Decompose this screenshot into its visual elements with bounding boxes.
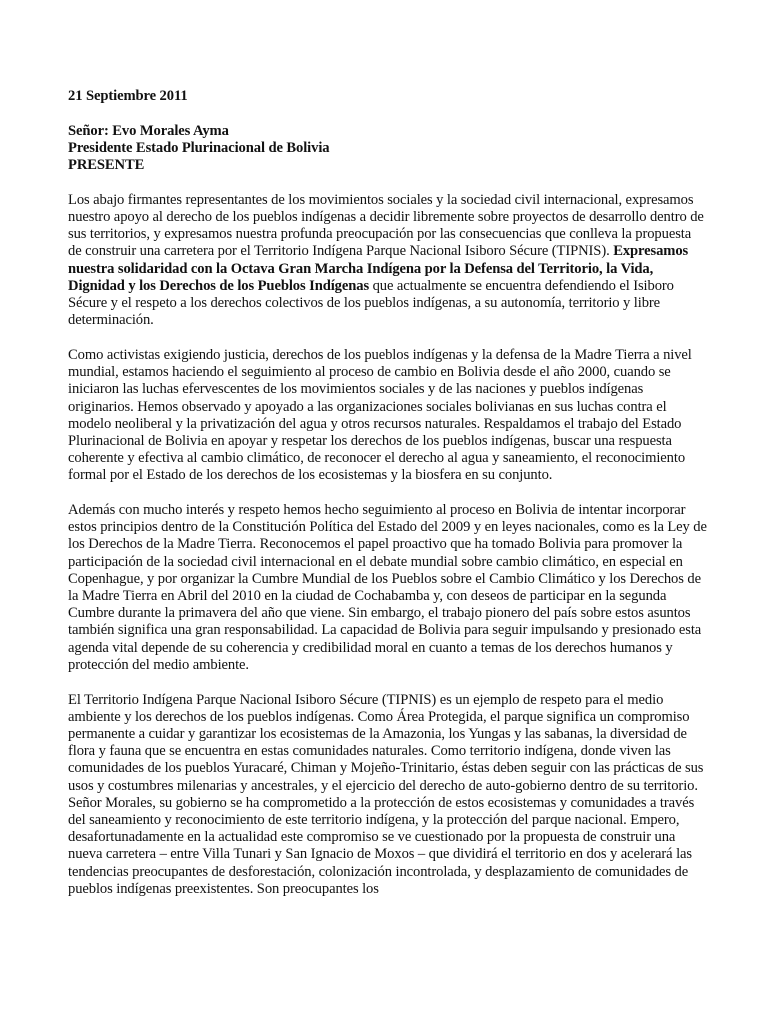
paragraph-1 [68, 192, 708, 330]
paragraph-1-bold: Expresamos nuestra solidaridad con la Octava Gran Marcha Indígena por la Defensa del Territorio, la Vida, Dignidad y los Derechos de los Pueblos Indígenas [68, 243, 689, 294]
paragraph-1-text-a: Los abajo firmantes representantes de los movimientos sociales y la sociedad civil internacional, expresamos nuestro apoyo al derecho de los pueblos indígenas a decidir libremente sobre proyectos de desarrollo dentro de sus territorios, y expresamos nuestra profunda preocupación por las consecuencias que conlleva la propuesta de construir una carretera por el Territorio Indígena Parque Nacional Isiboro Sécure (TIPNIS). [68, 191, 704, 260]
presente-heading: PRESENTE [68, 157, 145, 174]
paragraph-3: Además con mucho interés y respeto hemos hecho seguimiento al proceso en Bolivia de intentar incorporar estos principios dentro de la Constitución Política del Estado del 2009 y en leyes nacionales, como es la Ley de los Derechos de la Madre Tierra. Reconocemos el papel proactivo que ha tomado Bolivia para promover la participación de la sociedad civil internacional en el debate mundial sobre cambio climático, en especial en Copenhague, y por organizar la Cumbre Mundial de los Pueblos sobre el Cambio Climático y los Derechos de la Madre Tierra en Abril del 2010 en la ciudad de Cochabamba y, con deseos de participar en la segunda Cumbre durante la primavera del año que viene. Sin embargo, el trabajo pionero del país sobre estos asuntos también significa una gran responsabilidad. La capacidad de Bolivia para seguir impulsando y presionado esta agenda vital depende de su coherencia y credibilidad moral en cuanto a temas de los derechos humanos y protección del medio ambiente. [68, 502, 707, 673]
salutation: Señor: Evo Morales Ayma [68, 122, 229, 139]
paragraph-4: El Territorio Indígena Parque Nacional Isiboro Sécure (TIPNIS) es un ejemplo de respeto para el medio ambiente y los derechos de los pueblos indígenas. Como Área Protegida, el parque significa un compromiso permanente a cuidar y garantizar los ecosistemas de la Amazonia, los Yungas y las sabanas, la diversidad de flora y fauna que se encuentra en estas comunidades naturales. Como territorio indígena, donde viven las comunidades de los pueblos Yuracaré, Chiman y Mojeño-Trinitario, éstas deben seguir con las prácticas de sus usos y costumbres milenarias y ancestrales, y el ejercicio del derecho de auto-gobierno dentro de su territorio. Señor Morales, su gobierno se ha comprometido a la protección de estos ecosistemas y comunidades a través del saneamiento y reconocimiento de este territorio indígena, y la protección del parque nacional. Empero, desafortunadamente en la actualidad este compromiso se ve cuestionado por la propuesta de construir una nueva carretera – entre Villa Tunari y San Ignacio de Moxos – que dividirá el territorio en dos y acelerará las tendencias preocupantes de desforestación, colonización incontrolada, y desplazamiento de comunidades de pueblos indígenas preexistentes. Son preocupantes los [68, 691, 704, 897]
paragraph-1-text-b: que actualmente se encuentra defendiendo el Isiboro Sécure y el respeto a los derechos colectivos de los pueblos indígenas, a su autonomía, territorio y libre determinación. [68, 277, 674, 329]
paragraph-2: Como activistas exigiendo justicia, derechos de los pueblos indígenas y la defensa de la Madre Tierra a nivel mundial, estamos haciendo el seguimiento al proceso de cambio en Bolivia desde el año 2000, cuando se iniciaron las luchas efervescentes de los movimientos sociales y de las naciones y pueblos indígenas originarios. Hemos observado y apoyado a las organizaciones sociales bolivianas en sus luchas contra el modelo neoliberal y la privatización del agua y otros recursos naturales. Respaldamos el trabajo del Estado Plurinacional de Bolivia en apoyar y respetar los derechos de los pueblos indígenas, buscar una respuesta coherente y efectiva al cambio climático, de reconocer el derecho al agua y saneamiento, el reconocimiento formal por el Estado de los derechos de los ecosistemas y la biosfera en su conjunto. [68, 346, 692, 484]
addressee-title: Presidente Estado Plurinacional de Bolivia [68, 139, 330, 156]
addressee-block [68, 123, 708, 175]
letter-date: 21 Septiembre 2011 [68, 88, 188, 104]
letter-body [68, 88, 708, 916]
